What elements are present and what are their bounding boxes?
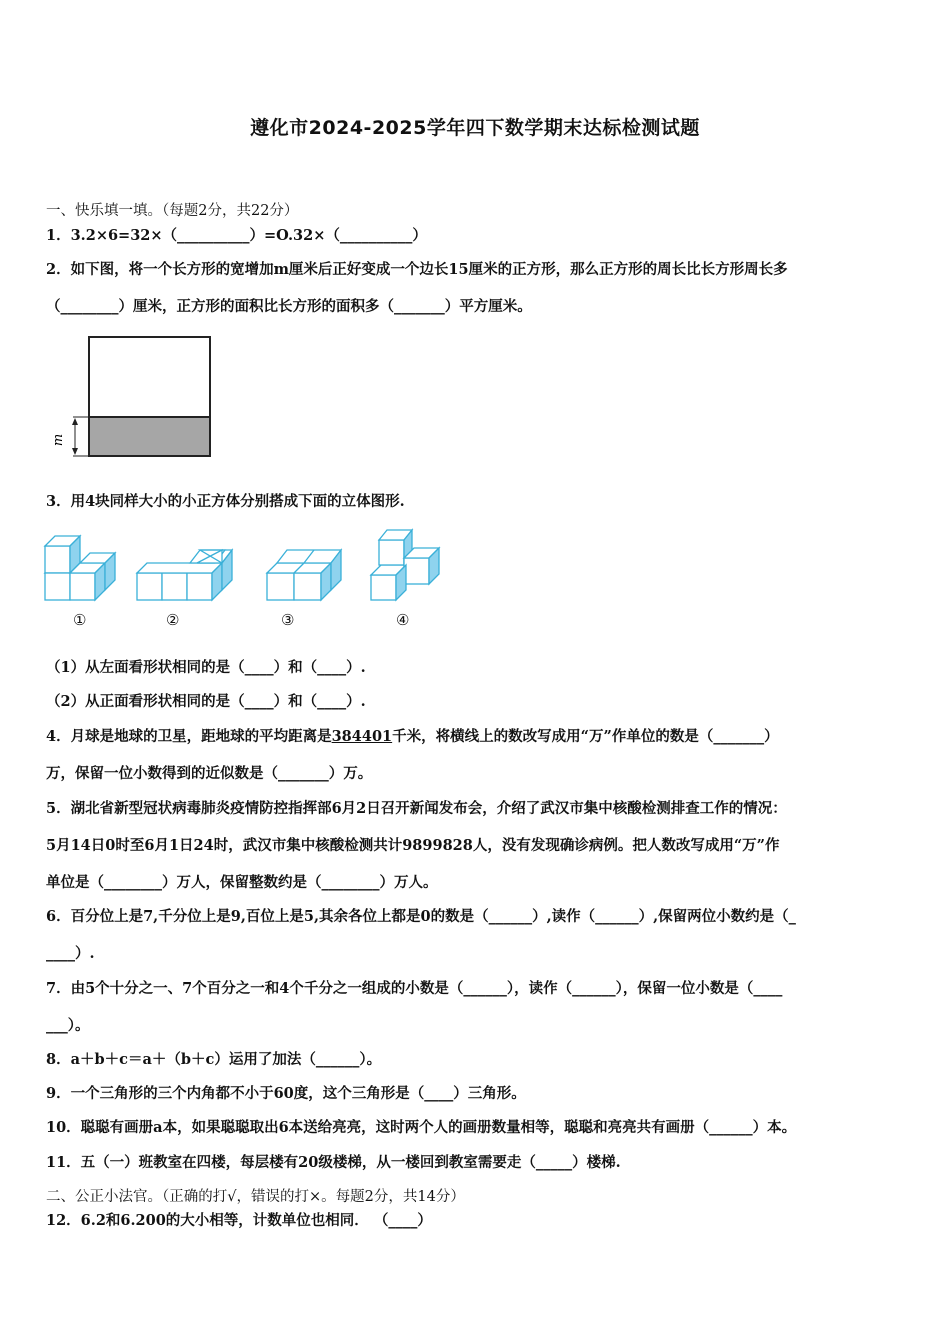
question-4-line2: 万，保留一位小数得到的近似数是（_______）万。: [46, 765, 373, 782]
cube-figure-4: [371, 530, 439, 600]
cube-figure-3: [267, 550, 341, 600]
question-7-line1: 7．由5个十分之一、7个百分之一和4个千分之一组成的小数是（______），读作（______），保留一位小数是（____: [46, 980, 783, 997]
question-7-line2: ___）。: [46, 1017, 90, 1034]
shaded-strip: [89, 417, 210, 456]
question-2-line1: 2．如下图，将一个长方形的宽增加m厘米后正好变成一个边长15厘米的正方形，那么正方形的周长比长方形周长多: [46, 261, 788, 278]
question-6-line2: ____）.: [46, 945, 95, 962]
cube-figure-1: [45, 536, 115, 600]
page-title: 遵化市2024-2025学年四下数学期末达标检测试题: [250, 117, 700, 139]
question-12: 12．6.2和6.200的大小相等，计数单位也相同． （____）: [46, 1212, 432, 1229]
arrow-down-icon: [72, 448, 78, 455]
figure-label-3: ③: [281, 611, 295, 629]
question-10: 10．聪聪有画册a本，如果聪聪取出6本送给亮亮，这时两个人的画册数量相等，聪聪和亮亮共有画册（______）本。: [46, 1119, 797, 1136]
section2-header: 二、公正小法官。（正确的打√，错误的打×。每题2分，共14分）: [46, 1189, 465, 1205]
question-5-line2: 5月14日0时至6月1日24时，武汉市集中核酸检测共计9899828人，没有发现确诊病例。把人数改写成用“万”作: [46, 837, 780, 854]
question-6-line1: 6．百分位上是7,千分位上是9,百位上是5,其余各位上都是0的数是（______）,读作（______）,保留两位小数约是（_: [46, 908, 796, 925]
m-label: m: [51, 433, 66, 447]
figure-label-1: ①: [73, 611, 87, 629]
question-2-line2: （________）厘米，正方形的面积比长方形的面积多（_______）平方厘米。: [46, 298, 532, 315]
question-1: 1．3.2×6=32×（__________）=O.32×（__________）: [46, 227, 427, 244]
q4-text-pre: 4．月球是地球的卫星，距地球的平均距离是: [46, 728, 332, 745]
q4-text-post: 千米，将横线上的数改写成用“万”作单位的数是（_______）: [392, 728, 779, 745]
cube-figures: [40, 518, 460, 610]
figure-label-2: ②: [166, 611, 180, 629]
question-9: 9．一个三角形的三个内角都不小于60度，这个三角形是（____）三角形。: [46, 1085, 526, 1102]
question-3-sub2: （2）从正面看形状相同的是（____）和（____）.: [46, 693, 366, 710]
section1-header: 一、快乐填一填。（每题2分，共22分）: [46, 203, 299, 219]
question-3-sub1: （1）从左面看形状相同的是（____）和（____）.: [46, 659, 366, 676]
question-8: 8．a＋b＋c＝a＋（b＋c）运用了加法（______）。: [46, 1051, 382, 1068]
figure-label-4: ④: [396, 611, 410, 629]
q4-underlined-number: 384401: [331, 728, 393, 745]
arrow-up-icon: [72, 418, 78, 425]
rectangle-figure: [51, 330, 220, 465]
question-5-line1: 5．湖北省新型冠状病毒肺炎疫情防控指挥部6月2日召开新闻发布会，介绍了武汉市集中核酸检测排查工作的情况：: [46, 800, 787, 817]
question-5-line3: 单位是（________）万人，保留整数约是（________）万人。: [46, 874, 438, 891]
question-11: 11．五（一）班教室在四楼，每层楼有20级楼梯，从一楼回到教室需要走（_____）楼梯.: [46, 1154, 621, 1171]
cube-figure-2: [137, 550, 232, 600]
question-3: 3．用4块同样大小的小正方体分别搭成下面的立体图形.: [46, 493, 405, 510]
question-4-line1: [46, 727, 916, 747]
